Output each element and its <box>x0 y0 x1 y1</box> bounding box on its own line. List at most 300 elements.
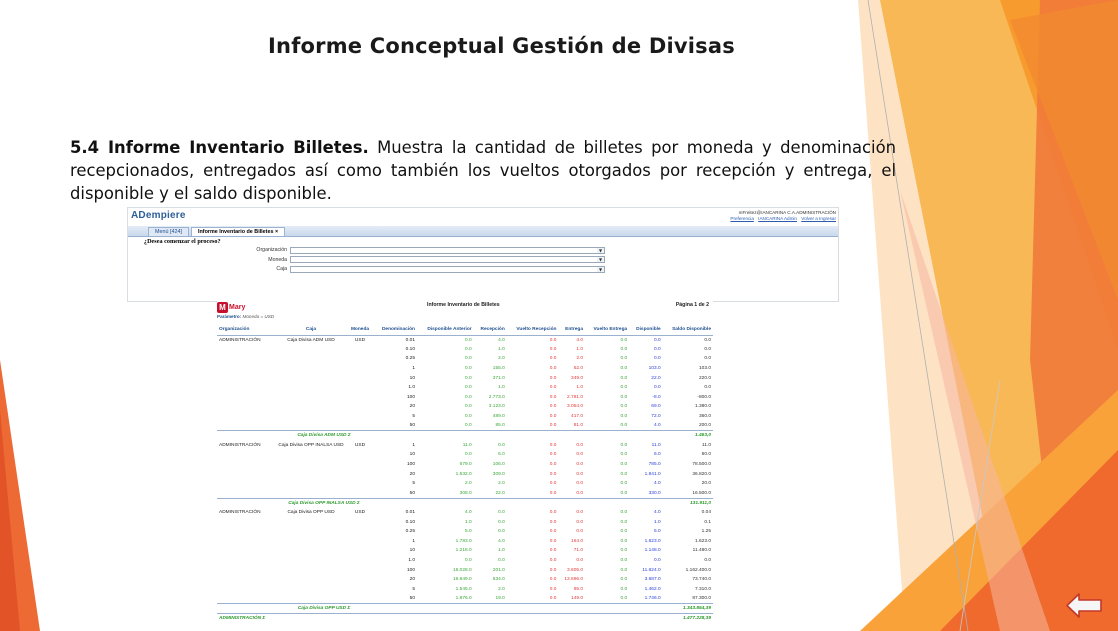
table-row <box>217 421 713 431</box>
cell-denominacion: 5 <box>412 414 415 420</box>
table-row <box>217 364 713 374</box>
cell-caja <box>275 556 347 566</box>
col-vuelto-entrega: Vuelto Entrega <box>585 324 629 335</box>
cell-caja: Caja Divisa OPP USD <box>287 509 335 515</box>
cell-value: 0.0 <box>549 346 557 352</box>
table-row <box>217 575 713 585</box>
cell-organizacion <box>217 345 275 355</box>
cell-value: 4.0 <box>576 337 584 343</box>
cell-organizacion <box>217 450 275 460</box>
table-row <box>217 517 713 527</box>
cell-organizacion <box>217 527 275 537</box>
table-row <box>217 373 713 383</box>
cell-value: 0.0 <box>549 442 557 448</box>
table-row <box>217 402 713 412</box>
col-saldo-disponible: Saldo Disponible <box>663 324 713 335</box>
cell-value: 1.380.0 <box>694 404 711 410</box>
cell-organizacion <box>217 575 275 585</box>
cell-organizacion <box>217 469 275 479</box>
cell-value: 0.0 <box>549 586 557 592</box>
cell-denominacion: 1 <box>412 442 415 448</box>
cell-value: 0.0 <box>465 557 472 563</box>
col-moneda: Moneda <box>347 324 373 335</box>
org-total-label: ADMINISTRACIÓN Σ <box>217 613 347 623</box>
section-description <box>70 136 896 205</box>
report-header-row <box>217 324 713 335</box>
cell-value: 5.0 <box>653 529 661 535</box>
cell-value: 0.0 <box>549 404 557 410</box>
subtotal-value: 1.463,0 <box>663 431 713 441</box>
cell-value: 0.0 <box>620 385 628 391</box>
cell-value: 1.148.0 <box>644 548 661 554</box>
slide-title: Informe Conceptual Gestión de Divisas <box>268 34 735 58</box>
cell-value: 155.0 <box>492 366 505 372</box>
cell-value: 0.0 <box>620 596 628 602</box>
cell-value: 20.0 <box>701 481 711 487</box>
cell-moneda: USD <box>354 337 366 343</box>
cell-value: 0.0 <box>704 557 711 563</box>
cell-value: 0.0 <box>620 462 628 468</box>
cell-value: 0.0 <box>465 414 472 420</box>
cell-value: 87.300.0 <box>692 596 711 602</box>
cell-value: 0.0 <box>549 385 557 391</box>
report-parameters: Parámetro: Moneda = USD <box>217 314 275 319</box>
cell-value: 0.0 <box>549 481 557 487</box>
cell-moneda <box>347 460 373 470</box>
cell-value: 679.0 <box>459 462 472 468</box>
cell-value: 1.0 <box>576 346 584 352</box>
col-disponible: Disponible <box>629 324 662 335</box>
cell-caja <box>275 450 347 460</box>
cell-value: 0.0 <box>576 442 584 448</box>
col-entrega: Entrega <box>558 324 585 335</box>
cell-value: 0.0 <box>465 337 472 343</box>
cell-value: 11.0 <box>651 442 661 448</box>
cell-denominacion: 0.10 <box>405 519 415 525</box>
cell-moneda: USD <box>354 442 366 448</box>
cell-moneda <box>347 402 373 412</box>
tab-menu[interactable]: Menú [424] <box>148 227 189 236</box>
cell-value: 0.0 <box>498 519 505 525</box>
cell-value: 360.0 <box>698 414 711 420</box>
cell-value: 0.0 <box>620 471 628 477</box>
link-preferencia[interactable]: Preferencia <box>730 216 754 221</box>
cell-value: 0.0 <box>704 346 711 352</box>
cell-value: 0.0 <box>620 442 628 448</box>
cell-value: 220.0 <box>698 375 711 381</box>
cell-caja <box>275 364 347 374</box>
cell-value: 4.0 <box>653 509 661 515</box>
cell-value: 0.0 <box>576 509 584 515</box>
cell-value: 60.0 <box>701 452 711 458</box>
cell-caja <box>275 565 347 575</box>
cell-caja <box>275 584 347 594</box>
col-caja: Caja <box>275 324 347 335</box>
link-admin[interactable]: IANCARINA Admin <box>758 216 797 221</box>
cell-value: 0.0 <box>620 375 628 381</box>
cell-value: 0.0 <box>620 577 628 583</box>
chevron-down-icon[interactable]: ▼ <box>598 266 603 272</box>
cell-value: 0.0 <box>549 471 557 477</box>
cell-value: 0.0 <box>576 452 584 458</box>
cell-denominacion: 20 <box>409 577 415 583</box>
cell-value: 0.0 <box>549 356 557 362</box>
cell-value: 1.623.0 <box>644 538 661 544</box>
cell-value: 0.0 <box>620 366 628 372</box>
subtotal-label: Caja Divisa OPP INALSA USD Σ <box>275 498 373 508</box>
table-row <box>217 469 713 479</box>
back-arrow-icon[interactable] <box>1065 592 1103 619</box>
moneda-select[interactable] <box>290 256 605 263</box>
cell-organizacion <box>217 479 275 489</box>
cell-value: 0.0 <box>620 452 628 458</box>
cell-moneda <box>347 364 373 374</box>
cell-value: 4.0 <box>653 423 661 429</box>
cell-value: 149.0 <box>571 596 584 602</box>
cell-value: 3.054.0 <box>567 404 584 410</box>
cell-value: 3.687.0 <box>644 577 661 583</box>
cell-value: -8.0 <box>652 394 661 400</box>
cell-value: 22.0 <box>651 375 661 381</box>
cell-value: 71.0 <box>573 548 584 554</box>
cell-value: 0.0 <box>465 404 472 410</box>
cell-value: 0.0 <box>653 356 661 362</box>
cell-value: 0.0 <box>549 567 557 573</box>
cell-value: 0.0 <box>620 414 628 420</box>
cell-organizacion: ADMINISTRACIÓN <box>219 442 261 448</box>
cell-value: 0.0 <box>620 490 628 496</box>
cell-value: 1.783.0 <box>455 538 472 544</box>
cell-value: 0.0 <box>704 356 711 362</box>
cell-value: 0.0 <box>465 394 472 400</box>
cell-caja <box>275 517 347 527</box>
process-question: ¿Desea comenzar el proceso? <box>144 238 221 245</box>
cell-value: 0.0 <box>576 490 584 496</box>
cell-organizacion <box>217 460 275 470</box>
cell-value: 1.0 <box>576 385 584 391</box>
table-row <box>217 556 713 566</box>
cell-value: 5.0 <box>465 529 472 535</box>
cell-organizacion <box>217 402 275 412</box>
cell-value: 1.0 <box>653 519 661 525</box>
cell-caja <box>275 479 347 489</box>
cell-value: 16.500.0 <box>692 490 711 496</box>
cell-value: 0.1 <box>704 519 711 525</box>
cell-value: 0.0 <box>620 509 628 515</box>
cell-value: 6.0 <box>498 452 505 458</box>
link-volver[interactable]: Volver a Ingresar <box>801 216 836 221</box>
table-row <box>217 450 713 460</box>
chevron-down-icon[interactable]: ▼ <box>598 257 603 263</box>
cell-value: 0.0 <box>576 462 584 468</box>
cell-value: 0.0 <box>620 404 628 410</box>
cell-value: 0.0 <box>576 529 584 535</box>
cell-value: 1.746.0 <box>644 596 661 602</box>
field-label-organizacion: Organización <box>256 247 287 254</box>
col-organizacion: Organización <box>217 324 275 335</box>
cell-moneda <box>347 393 373 403</box>
cell-value: 0.0 <box>549 337 557 343</box>
cell-value: 1.162.400.0 <box>685 567 711 573</box>
cell-value: 0.0 <box>653 385 661 391</box>
cell-denominacion: 1.0 <box>408 557 415 563</box>
cell-caja <box>275 594 347 604</box>
cell-organizacion: ADMINISTRACIÓN <box>219 337 261 343</box>
cell-value: 11.624.0 <box>642 567 661 573</box>
cell-moneda <box>347 450 373 460</box>
cell-moneda <box>347 421 373 431</box>
cell-value: 0.0 <box>549 375 557 381</box>
cell-denominacion: 0.01 <box>405 509 415 515</box>
cell-value: 4.0 <box>653 481 661 487</box>
cell-value: 4.0 <box>498 538 505 544</box>
cell-moneda <box>347 383 373 393</box>
cell-value: 0.0 <box>620 567 628 573</box>
cell-value: 16.849.0 <box>452 577 472 583</box>
cell-moneda <box>347 556 373 566</box>
cell-caja <box>275 575 347 585</box>
cell-organizacion <box>217 536 275 546</box>
cell-denominacion: 1 <box>412 538 415 544</box>
cell-value: 0.0 <box>549 414 557 420</box>
cell-organizacion <box>217 546 275 556</box>
cell-value: 0.0 <box>653 346 661 352</box>
cell-caja <box>275 354 347 364</box>
table-row <box>217 546 713 556</box>
cell-value: 0.0 <box>549 490 557 496</box>
col-recepcion: Recepción <box>474 324 507 335</box>
cell-denominacion: 0.25 <box>405 356 415 362</box>
cell-value: 1.876.0 <box>455 596 472 602</box>
cell-value: 52.0 <box>573 366 584 372</box>
cell-value: 489.0 <box>492 414 505 420</box>
table-row <box>217 527 713 537</box>
cell-organizacion <box>217 594 275 604</box>
cell-caja <box>275 469 347 479</box>
adempiere-user: mFreitez@IANCARINA C.A.ADMINISTRACIÓN <box>738 210 836 215</box>
cell-value: 0.0 <box>620 346 628 352</box>
cell-value: 349.0 <box>571 375 584 381</box>
cell-value: 1.218.0 <box>455 548 472 554</box>
cell-value: 309.0 <box>492 471 505 477</box>
cell-value: 11.0 <box>462 442 472 448</box>
cell-value: 0.0 <box>620 423 628 429</box>
cell-value: 3.123.0 <box>488 404 505 410</box>
cell-value: 164.0 <box>571 538 584 544</box>
cell-denominacion: 1.0 <box>408 385 415 391</box>
table-row <box>217 383 713 393</box>
org-total-row <box>217 613 713 623</box>
cell-caja <box>275 373 347 383</box>
cell-value: 1.545.0 <box>455 586 472 592</box>
cell-value: 85.0 <box>573 586 584 592</box>
report-title: Informe Inventario de Billetes <box>427 302 500 308</box>
table-row <box>217 536 713 546</box>
cell-moneda <box>347 345 373 355</box>
report-table <box>217 324 713 623</box>
cell-value: 1.462.0 <box>644 586 661 592</box>
cell-value: 0.0 <box>653 557 661 563</box>
section-text: Muestra la cantidad de billetes por moneda y denominación recepcionados, entregados así como también los vueltos otorgados por recepción y entrega, el disponible y el saldo disponible. <box>70 138 896 203</box>
table-row <box>217 594 713 604</box>
cell-value: 0.0 <box>620 337 628 343</box>
cell-value: 3.605.0 <box>567 567 584 573</box>
cell-value: 0.0 <box>465 366 472 372</box>
cell-organizacion <box>217 421 275 431</box>
table-row <box>217 354 713 364</box>
cell-organizacion <box>217 517 275 527</box>
cell-moneda: USD <box>354 509 366 515</box>
cell-value: 0.0 <box>549 462 557 468</box>
cell-value: 0.0 <box>498 529 505 535</box>
cell-value: 0.0 <box>620 548 628 554</box>
cell-value: 0.0 <box>465 375 472 381</box>
cell-value: 73.740.0 <box>692 577 711 583</box>
subtotal-label: Caja Divisa ADM USD Σ <box>275 431 373 441</box>
table-row <box>217 489 713 499</box>
cell-denominacion: 100 <box>406 567 415 573</box>
subtotal-value: 131.911,0 <box>663 498 713 508</box>
cell-value: 22.0 <box>495 490 505 496</box>
adempiere-user-area <box>727 210 836 222</box>
cell-value: 0.0 <box>549 529 557 535</box>
cell-value: -800.0 <box>697 394 711 400</box>
cell-value: 0.0 <box>465 385 472 391</box>
cell-value: 15.028.0 <box>452 567 472 573</box>
cell-value: 85.0 <box>495 423 505 429</box>
cell-denominacion: 50 <box>409 490 415 496</box>
cell-moneda <box>347 546 373 556</box>
cell-value: 11.480.0 <box>692 548 711 554</box>
cell-value: 371.0 <box>492 375 505 381</box>
cell-denominacion: 5 <box>412 481 415 487</box>
section-heading: 5.4 Informe Inventario Billetes. <box>70 138 369 157</box>
cell-denominacion: 5 <box>412 586 415 592</box>
cell-value: 103.0 <box>648 366 661 372</box>
cell-value: 0.0 <box>576 519 584 525</box>
cell-caja <box>275 536 347 546</box>
chevron-down-icon[interactable]: ▼ <box>598 247 603 253</box>
cell-caja <box>275 421 347 431</box>
adempiere-tabs <box>128 226 838 237</box>
adempiere-logo: ADempiere <box>131 210 186 221</box>
cell-denominacion: 10 <box>409 548 415 554</box>
cell-moneda <box>347 469 373 479</box>
cell-organizacion <box>217 383 275 393</box>
cell-value: 2.0 <box>576 356 584 362</box>
col-disponible-anterior: Disponible Anterior <box>417 324 474 335</box>
field-label-moneda: Moneda <box>268 256 287 263</box>
cell-organizacion: ADMINISTRACIÓN <box>219 509 261 515</box>
cell-value: 0.0 <box>576 481 584 487</box>
cell-value: 0.0 <box>498 557 505 563</box>
cell-denominacion: 50 <box>409 596 415 602</box>
cell-value: 4.0 <box>465 509 472 515</box>
cell-value: 0.0 <box>465 452 472 458</box>
cell-value: 1.623.0 <box>694 538 711 544</box>
cell-value: 0.0 <box>576 471 584 477</box>
tab-informe[interactable]: Informe Inventario de Billetes × <box>191 227 285 236</box>
cell-organizacion <box>217 364 275 374</box>
cell-value: 1.0 <box>498 385 505 391</box>
org-total-value: 1.477.228,39 <box>663 613 713 623</box>
organizacion-select[interactable] <box>290 247 605 254</box>
mary-logo: M Mary <box>217 302 251 313</box>
cell-value: 13.696.0 <box>564 577 584 583</box>
cell-value: 200.0 <box>698 423 711 429</box>
cell-value: 0.0 <box>549 509 557 515</box>
cell-value: 2.0 <box>498 481 505 487</box>
cell-caja <box>275 345 347 355</box>
cell-value: 4.0 <box>498 337 505 343</box>
cell-moneda <box>347 489 373 499</box>
cell-value: 0.0 <box>704 337 711 343</box>
cell-value: 417.0 <box>571 414 584 420</box>
cell-moneda <box>347 517 373 527</box>
cell-value: 201.0 <box>492 567 505 573</box>
table-row <box>217 335 713 345</box>
table-row <box>217 460 713 470</box>
cell-moneda <box>347 527 373 537</box>
cell-value: 0.0 <box>549 538 557 544</box>
cell-denominacion: 10 <box>409 452 415 458</box>
cell-value: 0.0 <box>549 394 557 400</box>
cell-value: 2.773.0 <box>488 394 505 400</box>
cell-value: 0.0 <box>465 346 472 352</box>
cell-value: 0.0 <box>465 356 472 362</box>
cell-moneda <box>347 412 373 422</box>
cell-denominacion: 0.01 <box>405 337 415 343</box>
cell-organizacion <box>217 489 275 499</box>
cell-moneda <box>347 479 373 489</box>
cell-denominacion: 100 <box>406 462 415 468</box>
cell-value: 0.0 <box>620 481 628 487</box>
report-page-number: Página 1 de 2 <box>675 302 709 308</box>
cell-value: 0.0 <box>549 366 557 372</box>
cell-caja: Caja Divisa ADM USD <box>287 337 335 343</box>
table-row <box>217 565 713 575</box>
col-denominacion: Denominación <box>373 324 417 335</box>
cell-value: 36.820.0 <box>692 471 711 477</box>
cell-moneda <box>347 354 373 364</box>
cell-organizacion <box>217 565 275 575</box>
cell-value: 11.0 <box>702 442 711 448</box>
cell-caja <box>275 383 347 393</box>
cell-value: 2.781.0 <box>567 394 584 400</box>
cell-value: 0.0 <box>549 423 557 429</box>
caja-select[interactable] <box>290 266 605 273</box>
cell-value: 0.0 <box>620 356 628 362</box>
cell-value: 0.0 <box>620 394 628 400</box>
cell-organizacion <box>217 584 275 594</box>
cell-value: 19.0 <box>495 596 505 602</box>
cell-denominacion: 0.25 <box>405 529 415 535</box>
subtotal-label: Caja Divisa OPP USD Σ <box>275 604 373 614</box>
cell-value: 0.0 <box>549 548 557 554</box>
cell-caja <box>275 489 347 499</box>
table-row <box>217 508 713 518</box>
table-row <box>217 584 713 594</box>
cell-denominacion: 20 <box>409 471 415 477</box>
cell-caja <box>275 402 347 412</box>
cell-value: 0.0 <box>549 577 557 583</box>
table-row <box>217 412 713 422</box>
cell-denominacion: 0.10 <box>405 346 415 352</box>
cell-value: 106.0 <box>492 462 505 468</box>
cell-moneda <box>347 565 373 575</box>
cell-value: 0.0 <box>620 519 628 525</box>
cell-moneda <box>347 373 373 383</box>
